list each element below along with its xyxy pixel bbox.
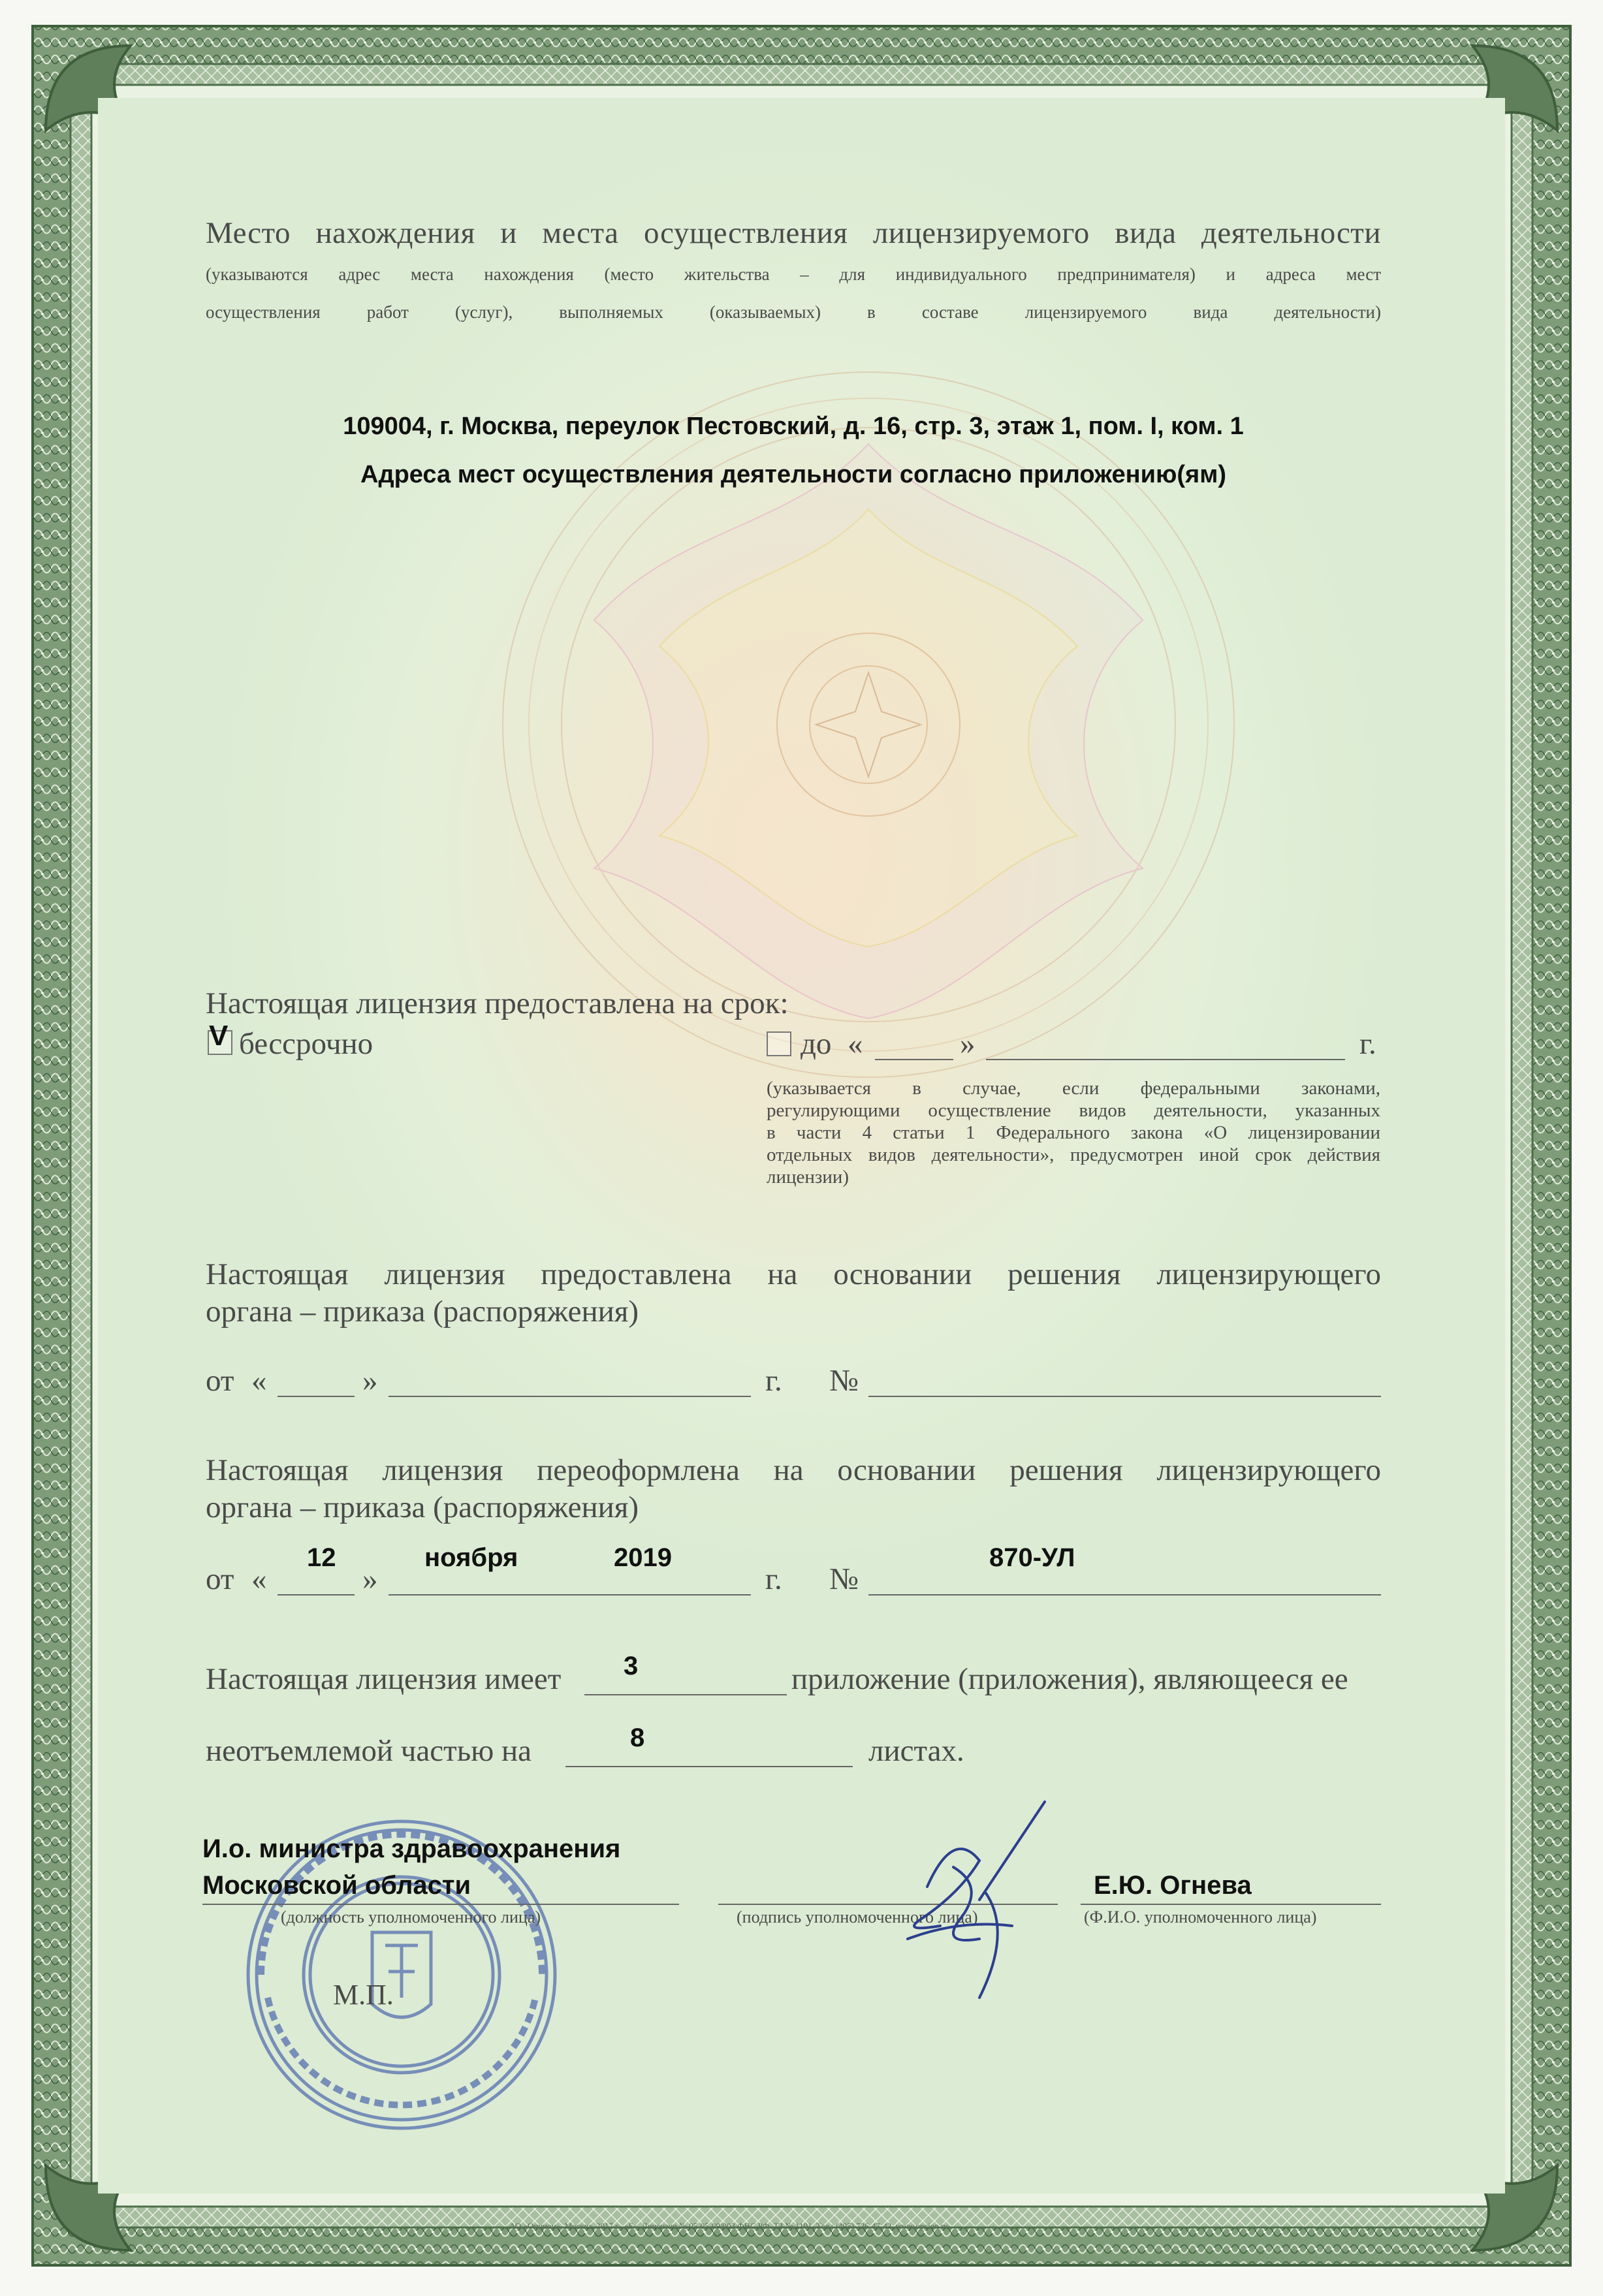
grant-number-line bbox=[868, 1396, 1381, 1397]
grant-day-line bbox=[278, 1396, 355, 1397]
grant-open-quote: « bbox=[251, 1364, 267, 1398]
reissue-close-quote: » bbox=[362, 1562, 378, 1596]
addresses-note: Адреса мест осуществления деятельности согласно приложению(ям) bbox=[360, 461, 1226, 488]
grant-line2: органа – приказа (распоряжения) bbox=[206, 1295, 639, 1329]
reissue-number-label: № bbox=[829, 1562, 859, 1596]
grant-line1: Настоящая лицензия предоставлена на основании решения лицензирующего bbox=[206, 1257, 1381, 1291]
term-note-line: лицензии) bbox=[767, 1167, 849, 1187]
signature-caption: (подпись уполномоченного лица) bbox=[737, 1908, 978, 1926]
reissue-year-suffix: г. bbox=[765, 1562, 782, 1596]
term-note-line: регулирующими осуществление видов деятельности, указанных bbox=[767, 1100, 1380, 1121]
until-year-suffix: г. bbox=[1359, 1027, 1376, 1061]
term-note-line: отдельных видов деятельности», предусмотрен иной срок действия bbox=[767, 1144, 1380, 1165]
location-heading: Место нахождения и места осуществления лицензируемого вида деятельности bbox=[206, 216, 1381, 250]
reissue-line1: Настоящая лицензия переоформлена на основании решения лицензирующего bbox=[206, 1453, 1381, 1487]
term-note-line: (указывается в случае, если федеральными законами, bbox=[767, 1078, 1380, 1099]
signer-name: Е.Ю. Огнева bbox=[1094, 1871, 1252, 1900]
reissue-month: ноября bbox=[424, 1543, 518, 1572]
term-note-line: в части 4 статьи 1 Федерального закона «О лицензировании bbox=[767, 1122, 1380, 1143]
until-month-line bbox=[986, 1059, 1345, 1060]
reissue-open-quote: « bbox=[251, 1562, 267, 1596]
until-close-quote: » bbox=[960, 1027, 976, 1061]
term-label: Настоящая лицензия предоставлена на срок: bbox=[206, 986, 789, 1020]
name-line bbox=[1081, 1904, 1381, 1905]
reissue-line2: органа – приказа (распоряжения) bbox=[206, 1490, 639, 1524]
reissue-day-line bbox=[278, 1594, 355, 1596]
license-address: 109004, г. Москва, переулок Пестовский, д. 16, стр. 3, этаж 1, пом. I, ком. 1 bbox=[343, 413, 1244, 440]
until-checkbox bbox=[767, 1031, 791, 1056]
indefinite-checkmark: V bbox=[209, 1020, 229, 1052]
reissue-number: 870-УЛ bbox=[989, 1543, 1075, 1572]
reissue-number-line bbox=[868, 1594, 1381, 1596]
appendix-line1-before: Настоящая лицензия имеет bbox=[206, 1662, 562, 1696]
appendix-line2-after: листах. bbox=[868, 1734, 964, 1768]
until-label: до bbox=[801, 1027, 832, 1061]
location-note-line1: (указываются адрес места нахождения (место жительства – для индивидуального предпринимателя) и адреса мест bbox=[206, 264, 1381, 284]
term-note bbox=[767, 1077, 1380, 1188]
until-open-quote: « bbox=[848, 1027, 863, 1061]
grant-close-quote: » bbox=[362, 1364, 378, 1398]
indefinite-label: бессрочно bbox=[239, 1027, 373, 1061]
printer-note: АО «Опцион», Москва, 2017 г., «Б». Лицензия № 05-05-09/003 ФНС РФ. ТЗ № 1101. Тел.: (495) 726-47-42, www.opcion.ru bbox=[509, 2221, 948, 2231]
reissue-from-label: от bbox=[206, 1562, 234, 1596]
appendix-line1-after: приложение (приложения), являющееся ее bbox=[791, 1662, 1348, 1696]
appendix-count: 3 bbox=[624, 1652, 639, 1680]
signer-position-line2: Московской области bbox=[202, 1871, 471, 1900]
reissue-month-year-line bbox=[389, 1594, 751, 1596]
until-day-line bbox=[875, 1059, 953, 1060]
grant-from-label: от bbox=[206, 1364, 234, 1398]
grant-year-suffix: г. bbox=[765, 1364, 782, 1398]
sheet-count: 8 bbox=[630, 1723, 645, 1752]
signer-position-line1: И.о. министра здравоохранения bbox=[202, 1834, 621, 1863]
handwritten-signature bbox=[881, 1789, 1077, 2011]
grant-number-label: № bbox=[829, 1364, 859, 1398]
reissue-day: 12 bbox=[307, 1543, 336, 1572]
appendix-count-line bbox=[584, 1694, 787, 1695]
location-note-line2: осуществления работ (услуг), выполняемых (оказываемых) в составе лицензируемого вида деятельности) bbox=[206, 302, 1381, 322]
name-caption: (Ф.И.О. уполномоченного лица) bbox=[1084, 1908, 1317, 1926]
position-line bbox=[202, 1904, 679, 1905]
reissue-year: 2019 bbox=[614, 1543, 672, 1572]
grant-month-year-line bbox=[389, 1396, 751, 1397]
seal-place: М.П. bbox=[333, 1979, 394, 2011]
appendix-line2-before: неотъемлемой частью на bbox=[206, 1734, 532, 1768]
sheet-count-line bbox=[565, 1766, 853, 1767]
position-caption: (должность уполномоченного лица) bbox=[281, 1908, 541, 1926]
